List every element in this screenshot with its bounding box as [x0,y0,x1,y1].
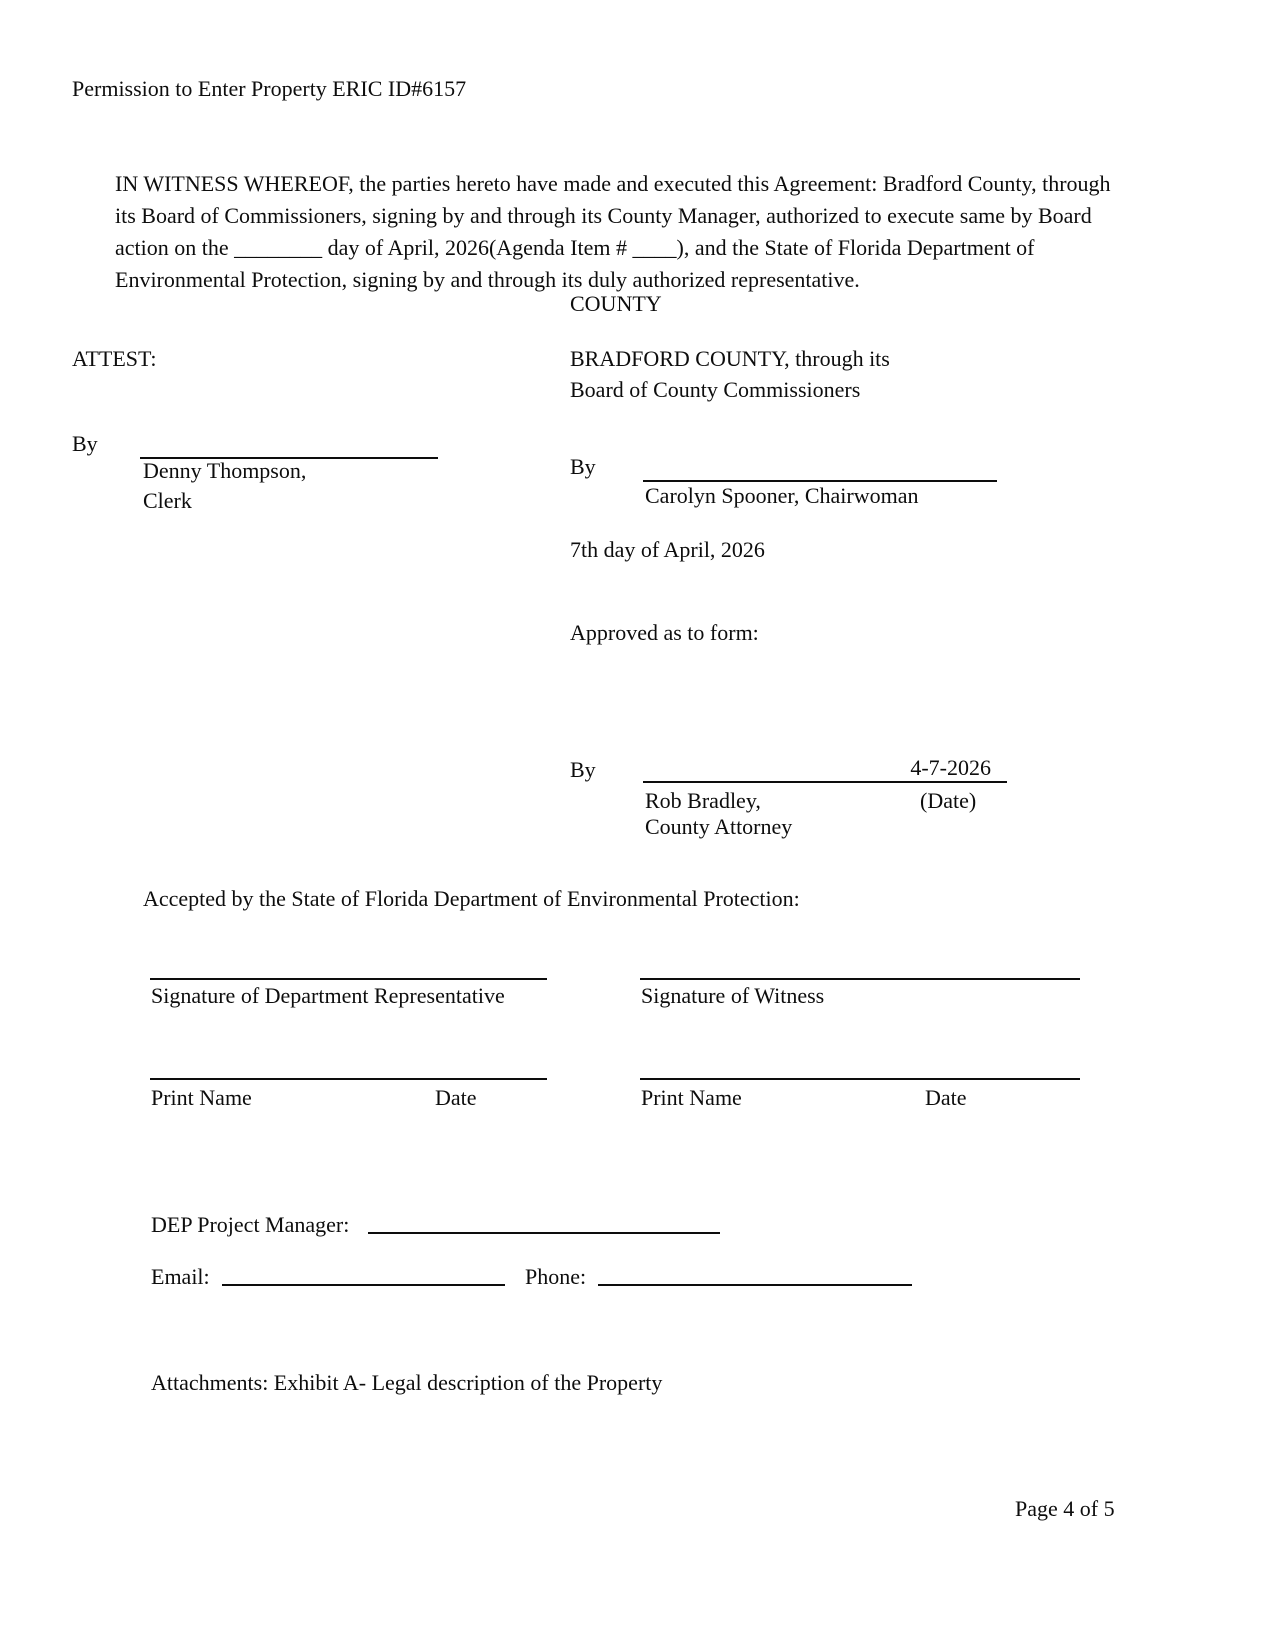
county-name-line2: Board of County Commissioners [570,377,861,402]
attorney-date-value: 4-7-2026 [910,755,991,780]
dep-accepted-line: Accepted by the State of Florida Department of Environmental Protection: [143,886,800,911]
attorney-by-label: By [570,757,596,782]
phone-line [598,1260,912,1286]
phone-label: Phone: [525,1264,587,1289]
page-number: Page 4 of 5 [1015,1496,1115,1521]
county-section-heading: COUNTY [570,291,662,316]
signature-rep-label: Signature of Department Representative [151,983,505,1008]
attorney-signature-line [643,752,1007,783]
attorney-title: County Attorney [645,814,793,839]
document-title: Permission to Enter Property ERIC ID#6157 [72,76,467,101]
rep-print-name-date-line [150,1052,547,1080]
rep-date-label: Date [435,1085,477,1110]
approved-as-to-form-label: Approved as to form: [570,620,759,645]
attorney-name: Rob Bradley, [645,788,761,813]
attest-label: ATTEST: [72,346,157,371]
witness-date-label: Date [925,1085,967,1110]
rep-print-name-label: Print Name [151,1085,252,1110]
witness-signature-line [640,952,1080,980]
attorney-date-caption: (Date) [920,788,977,813]
witness-clause-paragraph: IN WITNESS WHEREOF, the parties hereto have made and executed this Agreement: Bradford County, through its Board of Commissioners, signing by and through its County Manager, authorized to execute same by Board action on the ________ day of April, 2026(Agenda Item # ____), and the State of Florida Department of Environmental Protection, signing by and through its duly authorized representative. [115,171,1111,292]
execution-date-line: 7th day of April, 2026 [570,537,765,562]
chair-name: Carolyn Spooner, Chairwoman [645,483,919,508]
clerk-by-label: By [72,431,98,456]
clerk-title: Clerk [143,488,192,513]
email-label: Email: [151,1264,210,1289]
signature-witness-label: Signature of Witness [641,983,825,1008]
witness-print-name-date-line [640,1052,1080,1080]
witness-print-name-label: Print Name [641,1085,742,1110]
chair-signature-line [643,454,997,482]
email-line [222,1260,505,1286]
dep-project-manager-label: DEP Project Manager: [151,1212,350,1237]
dep-project-manager-line [368,1208,720,1234]
clerk-name: Denny Thompson, [143,458,307,483]
attachments-line: Attachments: Exhibit A- Legal description of the Property [151,1370,663,1395]
dep-representative-signature-line [150,952,547,980]
clerk-signature-line [140,431,438,459]
county-name-line1: BRADFORD COUNTY, through its [570,346,890,371]
chair-by-label: By [570,454,596,479]
